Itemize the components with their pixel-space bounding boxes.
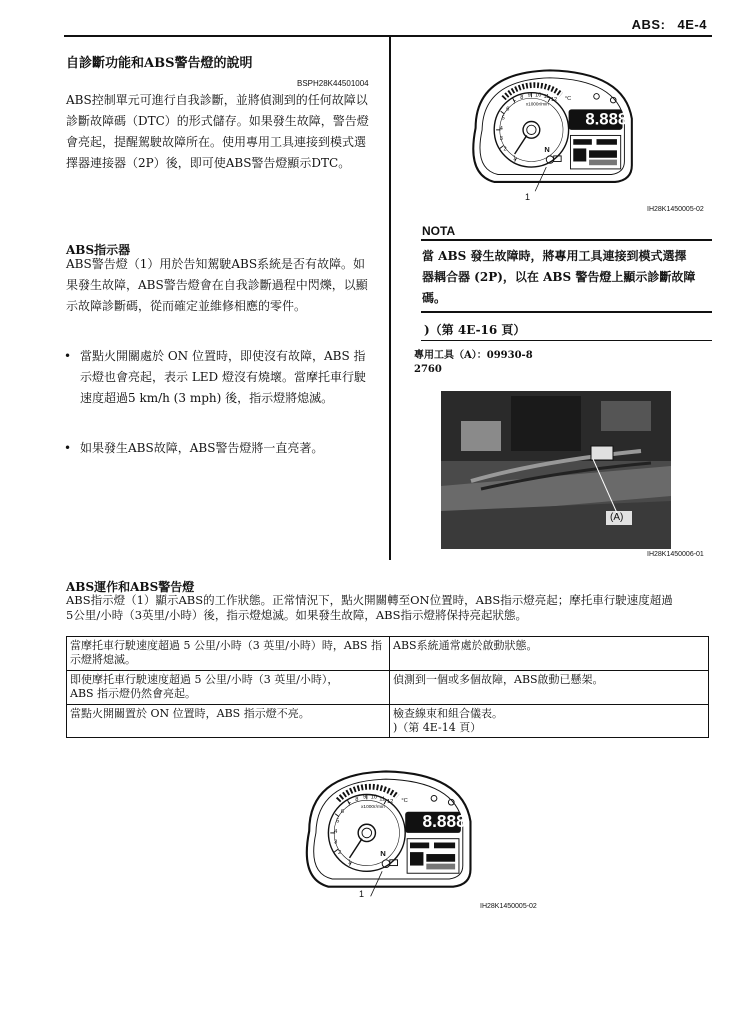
table-row — [67, 705, 709, 738]
diagnosis-line: 擇器連接器（2P）後，即可使ABS警告燈顯示DTC。 — [66, 156, 351, 170]
special-tool — [414, 349, 533, 377]
header-page-number: 4E-4 — [677, 17, 707, 32]
gear-indicator: N — [380, 848, 386, 858]
bullet-line: 速度超過5 km/h (3 mph) 後，指示燈將熄滅。 — [80, 391, 334, 405]
tach-number: 12 — [550, 97, 558, 104]
tach-number: 11 — [379, 796, 386, 803]
tach-number: 10 — [535, 92, 542, 99]
instrument-cluster-figure-1 — [457, 62, 643, 194]
tach-unit-label: x1000r/min — [361, 804, 385, 810]
figure-1-callout-label: 1 — [525, 192, 531, 202]
bullet-dot: • — [64, 349, 72, 363]
nota-line: 器耦合器 (2P)，以在 ABS 警告燈上顯示診斷故障 — [422, 270, 696, 284]
instrument-cluster-figure-2 — [290, 763, 482, 899]
cell-line: 檢查線束和組合儀表。 — [393, 707, 503, 720]
gear-indicator: N — [544, 145, 550, 155]
table-cell-condition — [67, 705, 390, 738]
reference-link-4e-14[interactable]: )（第 4E-14 頁） — [393, 721, 482, 734]
lcd-digits: 8.888 — [585, 109, 628, 129]
cell-line: 當摩托車行駛速度超過 5 公里/小時（3 英里/小時）時，ABS 指 — [70, 639, 382, 652]
nota-line: 碼。 — [422, 291, 447, 305]
bullet-line: 示燈也會亮起，表示 LED 燈沒有燒壞。當摩托車行駛 — [80, 370, 366, 384]
special-tool-line: 專用工具（A）：09930-8 — [414, 350, 533, 361]
indicator-bullet-2 — [64, 438, 384, 460]
cell-line: 示燈將熄滅。 — [70, 653, 136, 666]
diagnosis-title: 自診斷功能和ABS警告燈的說明 — [66, 56, 253, 71]
tach-number: 5 — [501, 115, 505, 122]
header-rule — [64, 35, 712, 37]
temp-unit: °C — [564, 96, 572, 103]
operation-title: ABS運作和ABS警告燈 — [66, 580, 195, 594]
figure-1-caption: IH28K1450005-02 — [647, 206, 704, 213]
operation-paragraph — [66, 593, 673, 623]
tach-number: 4 — [334, 828, 338, 835]
operation-line: ABS指示燈（1）顯示ABS的工作狀態。正常情況下，點火開關轉至ON位置時，ABS指示燈亮起；摩托車行駛速度超過 — [66, 593, 673, 607]
tach-number: 1 — [512, 155, 516, 162]
bullet-line: 當點火開關處於 ON 位置時，即使沒有故障，ABS 指 — [80, 349, 366, 363]
abs-status-table — [66, 636, 709, 738]
special-tool-number-cont: 2760 — [414, 364, 442, 375]
header-section: ABS: — [631, 17, 666, 32]
instrument-cluster-drawing — [473, 70, 632, 191]
nota-bottom-rule — [421, 311, 712, 313]
tach-number: 11 — [543, 94, 550, 101]
bullet-dot: • — [64, 441, 72, 455]
cell-line: ABS系統通常處於啟動狀態。 — [393, 639, 538, 652]
reference-link-4e-16[interactable]: )（第 4E-16 頁） — [424, 323, 526, 337]
tach-number: 3 — [334, 839, 338, 846]
nota-line: 當 ABS 發生故障時，將專用工具連接到模式選擇 — [422, 249, 687, 263]
tach-number: 4 — [499, 125, 503, 132]
bullet-line: 如果發生ABS故障，ABS警告燈將一直亮著。 — [80, 441, 324, 455]
tach-number: 5 — [336, 818, 340, 825]
tach-number: 9 — [527, 92, 531, 99]
nota-title: NOTA — [422, 224, 456, 238]
photo-caption: IH28K1450006-01 — [647, 551, 704, 558]
diagnosis-paragraph — [66, 90, 369, 174]
tach-unit-label: x1000r/min — [525, 101, 549, 107]
indicator-line: 果發生故障，ABS警告燈會在自我診斷過程中閃爍，以顯 — [66, 278, 368, 292]
diagnosis-line: 會亮起，提醒駕駛故障所在。使用專用工具連接到模式選 — [66, 135, 367, 149]
figure-2-callout-label: 1 — [359, 889, 365, 899]
tach-number: 7 — [347, 802, 351, 809]
indicator-line: 示故障診斷碼，從而確定並維修相應的零件。 — [66, 299, 307, 313]
diagnosis-code: BSPH28K44501004 — [297, 79, 369, 88]
tach-number: 8 — [520, 95, 524, 102]
table-cell-status — [390, 705, 709, 738]
cell-line: ABS 指示燈仍然會亮起。 — [70, 687, 197, 700]
connector-photo-drawing — [441, 391, 671, 549]
temp-unit: °C — [401, 798, 408, 805]
indicator-bullet-1 — [64, 346, 384, 412]
operation-line: 5公里/小時（3英里/小時）後，指示燈熄滅。如果發生故障，ABS指示燈將保持亮起狀態。 — [66, 608, 528, 622]
figure-2-caption: IH28K1450005-02 — [480, 903, 537, 910]
table-row — [67, 671, 709, 705]
column-divider — [389, 37, 391, 560]
tach-number: 3 — [499, 136, 503, 143]
table-cell-condition — [67, 637, 390, 671]
nota-top-rule — [421, 239, 712, 241]
connector-photo — [441, 391, 671, 549]
cell-line: 偵測到一個或多個故障，ABS啟動已懸架。 — [393, 673, 604, 686]
tach-number: 2 — [338, 850, 342, 857]
table-cell-status — [390, 637, 709, 671]
tach-number: 7 — [512, 99, 516, 106]
tach-number: 6 — [506, 106, 510, 113]
tach-number: 9 — [362, 794, 367, 801]
cell-line: 即使摩托車行駛速度超過 5 公里/小時（3 英里/小時）， — [70, 673, 339, 686]
tach-number: 6 — [340, 808, 345, 815]
indicator-title: ABS指示器 — [66, 243, 131, 257]
diagnosis-line: ABS控制單元可進行自我診斷，並將偵測到的任何故障以 — [66, 93, 368, 107]
page-header — [632, 17, 707, 32]
lcd-digits: 8.888 — [422, 811, 466, 832]
instrument-cluster-drawing — [307, 771, 471, 896]
nota-text — [422, 246, 695, 309]
cell-line: 當點火開關置於 ON 位置時，ABS 指示燈不亮。 — [70, 707, 310, 720]
diagnosis-line: 診斷故障碼（DTC）的形式儲存。如果發生故障，警告燈 — [66, 114, 369, 128]
reference-rule — [421, 340, 712, 341]
tach-number: 10 — [370, 794, 378, 801]
indicator-line: ABS警告燈（1）用於告知駕駛ABS系統是否有故障。如 — [66, 257, 366, 271]
tach-number: 2 — [503, 146, 507, 153]
indicator-paragraph — [66, 254, 368, 317]
photo-callout-label: (A) — [610, 512, 624, 523]
table-cell-condition — [67, 671, 390, 705]
table-cell-status — [390, 671, 709, 705]
tach-number: 1 — [347, 859, 351, 866]
table-row — [67, 637, 709, 671]
tach-number: 12 — [386, 799, 394, 806]
tach-number: 8 — [355, 797, 359, 804]
